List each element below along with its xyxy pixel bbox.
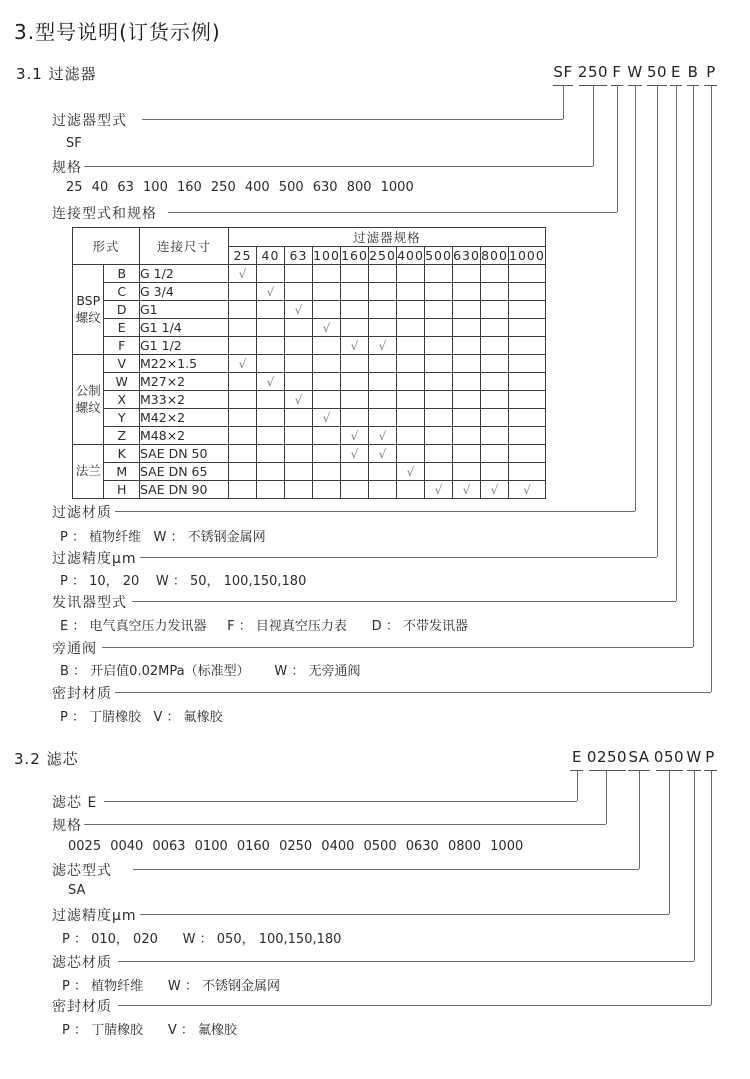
spec-check-cell bbox=[313, 391, 341, 409]
thread-group-label-metric: 公制螺纹 bbox=[73, 355, 104, 445]
connection-code: D bbox=[104, 301, 140, 319]
connection-code: W bbox=[104, 373, 140, 391]
spec-check-cell bbox=[341, 319, 369, 337]
connector-hline bbox=[104, 801, 577, 802]
code2-part-050: 050 bbox=[653, 748, 685, 766]
spec-check-cell bbox=[257, 265, 285, 283]
spec-check-cell bbox=[229, 337, 257, 355]
spec-check-cell bbox=[257, 355, 285, 373]
spec-check-cell: √ bbox=[369, 427, 397, 445]
spec-check-cell bbox=[285, 373, 313, 391]
code1-part-w: W bbox=[627, 63, 643, 81]
connector-vline bbox=[676, 86, 677, 601]
spec-check-cell bbox=[369, 355, 397, 373]
field-label-bypass-valve: 旁通阀 bbox=[52, 641, 97, 657]
connection-code: Y bbox=[104, 409, 140, 427]
connection-size: G1 bbox=[140, 301, 229, 319]
spec-check-cell bbox=[509, 373, 546, 391]
connector-vline bbox=[606, 771, 607, 824]
spec-check-cell bbox=[229, 463, 257, 481]
spec-check-cell: √ bbox=[453, 481, 481, 499]
spec-check-cell bbox=[425, 355, 453, 373]
spec-check-cell bbox=[481, 355, 509, 373]
spec-col: 800 bbox=[481, 248, 508, 263]
code2-part-0250: 0250 bbox=[586, 748, 628, 766]
table-row bbox=[73, 283, 546, 301]
spec-check-cell bbox=[313, 427, 341, 445]
section2-heading: 3.2 滤芯 bbox=[14, 750, 79, 768]
spec-check-cell bbox=[425, 463, 453, 481]
connector-vline bbox=[563, 86, 564, 119]
spec-check-cell bbox=[509, 391, 546, 409]
spec-col: 160 bbox=[341, 248, 368, 263]
connection-size: SAE DN 50 bbox=[140, 445, 229, 463]
field-label-connection: 连接型式和规格 bbox=[52, 206, 157, 222]
spec-check-cell bbox=[341, 409, 369, 427]
spec-check-cell bbox=[453, 283, 481, 301]
connector-vline bbox=[593, 86, 594, 166]
field-value-element-material: P ： 植物纤维 W ： 不锈钢金属网 bbox=[62, 979, 281, 994]
spec-check-cell bbox=[229, 481, 257, 499]
code1-part-50: 50 bbox=[646, 63, 668, 81]
spec-check-cell bbox=[257, 337, 285, 355]
spec-check-cell bbox=[257, 427, 285, 445]
field-label-element-seal: 密封材质 bbox=[52, 999, 112, 1015]
connector-hline bbox=[115, 511, 635, 512]
code1-part-f: F bbox=[612, 63, 622, 81]
spec-col: 630 bbox=[453, 248, 480, 263]
spec-check-cell bbox=[453, 373, 481, 391]
table-row bbox=[73, 301, 546, 319]
spec-check-cell bbox=[341, 283, 369, 301]
code2-tick bbox=[589, 770, 626, 771]
spec-check-cell bbox=[425, 319, 453, 337]
spec-check-cell bbox=[481, 373, 509, 391]
connection-spec-table bbox=[72, 227, 546, 499]
connector-hline bbox=[140, 914, 669, 915]
spec-check-cell: √ bbox=[341, 427, 369, 445]
field-label-element-type: 滤芯型式 bbox=[52, 863, 112, 879]
spec-check-cell bbox=[509, 445, 546, 463]
page-title: 3.型号说明(订货示例) bbox=[14, 20, 221, 44]
connection-code: F bbox=[104, 337, 140, 355]
spec-check-cell bbox=[229, 373, 257, 391]
spec-check-cell: √ bbox=[229, 355, 257, 373]
spec-check-cell bbox=[369, 391, 397, 409]
spec-check-cell bbox=[397, 301, 425, 319]
code2-part-p: P bbox=[705, 748, 715, 766]
connection-code: B bbox=[104, 265, 140, 283]
spec-check-cell bbox=[369, 463, 397, 481]
connector-hline bbox=[140, 557, 657, 558]
spec-check-cell bbox=[453, 337, 481, 355]
field-label-element-material: 滤芯材质 bbox=[52, 955, 112, 971]
spec-check-cell bbox=[257, 301, 285, 319]
table-row bbox=[73, 355, 546, 373]
spec-check-cell bbox=[285, 481, 313, 499]
spec-check-cell bbox=[341, 373, 369, 391]
spec-check-cell bbox=[397, 373, 425, 391]
spec-check-cell bbox=[313, 373, 341, 391]
field-label-seal-material: 密封材质 bbox=[52, 686, 112, 702]
spec-col: 400 bbox=[397, 248, 424, 263]
spec-check-cell bbox=[229, 409, 257, 427]
connection-size: M33×2 bbox=[140, 391, 229, 409]
spec-check-cell bbox=[341, 355, 369, 373]
code2-part-w: W bbox=[686, 748, 702, 766]
header-size: 连接尺寸 bbox=[140, 228, 229, 265]
spec-check-cell bbox=[257, 463, 285, 481]
spec-check-cell bbox=[425, 445, 453, 463]
connector-hline bbox=[168, 212, 617, 213]
spec-check-cell: √ bbox=[285, 301, 313, 319]
code2-part-sa: SA bbox=[628, 748, 650, 766]
field-label-filter-type: 过滤器型式 bbox=[52, 113, 127, 129]
connector-vline bbox=[711, 86, 712, 692]
connection-code: K bbox=[104, 445, 140, 463]
spec-check-cell bbox=[369, 301, 397, 319]
spec-check-cell bbox=[285, 427, 313, 445]
spec-check-cell bbox=[229, 283, 257, 301]
connector-vline bbox=[669, 771, 670, 914]
spec-check-cell bbox=[341, 481, 369, 499]
spec-check-cell: √ bbox=[425, 481, 453, 499]
spec-check-cell bbox=[257, 481, 285, 499]
spec-check-cell bbox=[453, 445, 481, 463]
spec-check-cell bbox=[453, 301, 481, 319]
code2-part-e: E bbox=[572, 748, 582, 766]
spec-check-cell bbox=[341, 301, 369, 319]
spec-check-cell bbox=[453, 463, 481, 481]
spec-check-cell bbox=[425, 283, 453, 301]
spec-check-cell bbox=[509, 427, 546, 445]
connection-code: C bbox=[104, 283, 140, 301]
field-value-filter-type: SF bbox=[66, 136, 82, 151]
connection-code: V bbox=[104, 355, 140, 373]
field-value-element-type: SA bbox=[68, 883, 86, 898]
field-label-filter-material: 过滤材质 bbox=[52, 505, 112, 521]
spec-check-cell bbox=[369, 283, 397, 301]
spec-check-cell bbox=[509, 301, 546, 319]
table-row bbox=[73, 319, 546, 337]
spec-check-cell bbox=[481, 391, 509, 409]
table-row bbox=[73, 427, 546, 445]
spec-check-cell: √ bbox=[397, 463, 425, 481]
connector-vline bbox=[693, 86, 694, 647]
spec-check-cell bbox=[509, 409, 546, 427]
spec-col: 500 bbox=[425, 248, 452, 263]
spec-check-cell bbox=[481, 337, 509, 355]
spec-check-cell bbox=[509, 463, 546, 481]
connector-hline bbox=[84, 824, 606, 825]
spec-check-cell bbox=[257, 391, 285, 409]
spec-check-cell bbox=[257, 409, 285, 427]
spec-check-cell bbox=[453, 391, 481, 409]
table-row bbox=[73, 445, 546, 463]
spec-check-cell bbox=[397, 319, 425, 337]
connection-size: G 1/2 bbox=[140, 265, 229, 283]
spec-check-cell bbox=[425, 265, 453, 283]
table-header-row bbox=[73, 228, 546, 247]
connection-size: G1 1/4 bbox=[140, 319, 229, 337]
spec-check-cell: √ bbox=[341, 337, 369, 355]
spec-check-cell bbox=[397, 265, 425, 283]
connector-hline bbox=[142, 119, 563, 120]
spec-check-cell: √ bbox=[313, 319, 341, 337]
spec-check-cell bbox=[313, 355, 341, 373]
spec-check-cell: √ bbox=[257, 373, 285, 391]
spec-check-cell bbox=[509, 355, 546, 373]
connector-hline bbox=[118, 1005, 711, 1006]
spec-check-cell: √ bbox=[285, 391, 313, 409]
connector-hline bbox=[115, 692, 711, 693]
connector-hline bbox=[133, 869, 639, 870]
field-value-indicator-type: E ： 电气真空压力发讯器 F ： 目视真空压力表 D ： 不带发讯器 bbox=[60, 619, 468, 634]
field-value-element-precision: P ： 010， 020 W ： 050， 100,150,180 bbox=[62, 932, 342, 947]
spec-check-cell bbox=[341, 391, 369, 409]
spec-check-cell bbox=[481, 445, 509, 463]
spec-check-cell bbox=[285, 445, 313, 463]
spec-check-cell bbox=[397, 427, 425, 445]
table-row bbox=[73, 265, 546, 283]
field-value-element-size: 0025 0040 0063 0100 0160 0250 0400 0500 0630 0800 1000 bbox=[68, 839, 524, 854]
spec-check-cell bbox=[313, 481, 341, 499]
spec-check-cell bbox=[453, 409, 481, 427]
connector-vline bbox=[711, 771, 712, 1005]
connection-size: SAE DN 90 bbox=[140, 481, 229, 499]
spec-check-cell: √ bbox=[369, 337, 397, 355]
spec-check-cell bbox=[285, 337, 313, 355]
connector-hline bbox=[102, 647, 693, 648]
spec-check-cell bbox=[509, 265, 546, 283]
spec-check-cell bbox=[313, 265, 341, 283]
thread-group-label-flange: 法兰 bbox=[73, 445, 104, 499]
field-value-bypass-valve: B ： 开启值0.02MPa（标准型） W ： 无旁通阀 bbox=[60, 664, 361, 679]
connection-size: M22×1.5 bbox=[140, 355, 229, 373]
field-value-element-seal: P ： 丁腈橡胶 V ： 氟橡胶 bbox=[62, 1023, 238, 1038]
table-row bbox=[73, 463, 546, 481]
spec-check-cell bbox=[481, 301, 509, 319]
field-label-indicator-type: 发讯器型式 bbox=[52, 595, 127, 611]
connector-vline bbox=[635, 86, 636, 511]
spec-check-cell bbox=[425, 427, 453, 445]
spec-check-cell bbox=[257, 445, 285, 463]
spec-check-cell bbox=[313, 445, 341, 463]
spec-check-cell bbox=[313, 337, 341, 355]
spec-col: 1000 bbox=[509, 248, 545, 263]
spec-check-cell bbox=[369, 319, 397, 337]
connector-vline bbox=[639, 771, 640, 869]
spec-check-cell bbox=[453, 355, 481, 373]
connection-code: H bbox=[104, 481, 140, 499]
header-type: 形式 bbox=[73, 228, 140, 265]
field-label-element-precision: 过滤精度μm bbox=[52, 908, 137, 924]
connection-size: G 3/4 bbox=[140, 283, 229, 301]
code1-part-e: E bbox=[671, 63, 681, 81]
spec-check-cell bbox=[509, 283, 546, 301]
spec-check-cell bbox=[285, 463, 313, 481]
spec-check-cell bbox=[425, 337, 453, 355]
field-label-element: 滤芯 E bbox=[52, 795, 98, 811]
spec-check-cell bbox=[229, 319, 257, 337]
spec-check-cell bbox=[397, 283, 425, 301]
spec-check-cell bbox=[453, 265, 481, 283]
connection-code: M bbox=[104, 463, 140, 481]
spec-col: 25 bbox=[229, 247, 257, 265]
spec-col: 40 bbox=[257, 247, 285, 265]
thread-group-label-bsp: BSP螺纹 bbox=[73, 265, 104, 355]
spec-check-cell bbox=[425, 301, 453, 319]
spec-check-cell bbox=[481, 283, 509, 301]
table-row bbox=[73, 391, 546, 409]
field-value-seal-material: P ： 丁腈橡胶 V ： 氟橡胶 bbox=[60, 710, 223, 725]
spec-check-cell bbox=[341, 265, 369, 283]
spec-check-cell: √ bbox=[509, 481, 546, 499]
spec-check-cell bbox=[481, 463, 509, 481]
spec-check-cell bbox=[229, 445, 257, 463]
connector-hline bbox=[118, 961, 694, 962]
spec-check-cell bbox=[369, 373, 397, 391]
table-row bbox=[73, 409, 546, 427]
field-label-size: 规格 bbox=[52, 160, 82, 176]
table-row bbox=[73, 373, 546, 391]
table-row bbox=[73, 337, 546, 355]
connector-vline bbox=[694, 771, 695, 961]
connector-vline bbox=[617, 86, 618, 212]
spec-check-cell bbox=[397, 445, 425, 463]
connection-size: M27×2 bbox=[140, 373, 229, 391]
field-value-filter-material: P ： 植物纤维 W ： 不锈钢金属网 bbox=[60, 530, 266, 545]
header-spec: 过滤器规格 bbox=[229, 228, 546, 247]
spec-check-cell: √ bbox=[369, 445, 397, 463]
connector-vline bbox=[577, 771, 578, 801]
spec-check-cell bbox=[397, 355, 425, 373]
spec-check-cell: √ bbox=[257, 283, 285, 301]
spec-check-cell bbox=[369, 265, 397, 283]
spec-check-cell bbox=[369, 481, 397, 499]
spec-check-cell: √ bbox=[313, 409, 341, 427]
spec-check-cell: √ bbox=[341, 445, 369, 463]
spec-check-cell bbox=[285, 283, 313, 301]
field-value-size: 25 40 63 100 160 250 400 500 630 800 1000 bbox=[66, 180, 414, 195]
spec-check-cell bbox=[397, 481, 425, 499]
connection-code: Z bbox=[104, 427, 140, 445]
spec-check-cell bbox=[425, 391, 453, 409]
spec-check-cell: √ bbox=[229, 265, 257, 283]
connector-hline bbox=[84, 166, 593, 167]
field-label-filter-precision: 过滤精度μm bbox=[52, 551, 137, 567]
code1-part-250: 250 bbox=[577, 63, 609, 81]
field-value-filter-precision: P ： 10， 20 W ： 50， 100,150,180 bbox=[60, 574, 307, 589]
connection-size: SAE DN 65 bbox=[140, 463, 229, 481]
connection-size: G1 1/2 bbox=[140, 337, 229, 355]
spec-check-cell bbox=[453, 427, 481, 445]
spec-check-cell: √ bbox=[481, 481, 509, 499]
spec-check-cell bbox=[285, 319, 313, 337]
spec-check-cell bbox=[341, 463, 369, 481]
spec-check-cell bbox=[313, 301, 341, 319]
connection-code: X bbox=[104, 391, 140, 409]
spec-check-cell bbox=[229, 301, 257, 319]
code1-part-b: B bbox=[687, 63, 699, 81]
spec-check-cell bbox=[481, 409, 509, 427]
field-label-element-size: 规格 bbox=[52, 818, 82, 834]
spec-check-cell bbox=[229, 391, 257, 409]
code1-part-p: P bbox=[706, 63, 716, 81]
spec-check-cell bbox=[285, 265, 313, 283]
spec-check-cell bbox=[509, 337, 546, 355]
spec-check-cell bbox=[481, 265, 509, 283]
spec-col: 100 bbox=[313, 248, 340, 263]
spec-check-cell bbox=[285, 409, 313, 427]
connection-code: E bbox=[104, 319, 140, 337]
spec-col: 250 bbox=[369, 248, 396, 263]
spec-check-cell bbox=[481, 319, 509, 337]
spec-check-cell bbox=[313, 463, 341, 481]
code1-part-sf: SF bbox=[553, 63, 573, 81]
connection-size: M48×2 bbox=[140, 427, 229, 445]
table-row bbox=[73, 481, 546, 499]
spec-check-cell bbox=[453, 319, 481, 337]
section1-heading: 3.1 过滤器 bbox=[16, 65, 97, 83]
spec-check-cell bbox=[229, 427, 257, 445]
connector-vline bbox=[657, 86, 658, 557]
spec-check-cell bbox=[425, 373, 453, 391]
spec-check-cell bbox=[397, 391, 425, 409]
spec-check-cell bbox=[509, 319, 546, 337]
spec-check-cell bbox=[481, 427, 509, 445]
spec-check-cell bbox=[397, 337, 425, 355]
spec-check-cell bbox=[257, 319, 285, 337]
spec-check-cell bbox=[369, 409, 397, 427]
spec-check-cell bbox=[425, 409, 453, 427]
spec-check-cell bbox=[313, 283, 341, 301]
connector-hline bbox=[132, 601, 676, 602]
spec-check-cell bbox=[397, 409, 425, 427]
spec-check-cell bbox=[285, 355, 313, 373]
spec-col: 63 bbox=[285, 247, 313, 265]
connection-size: M42×2 bbox=[140, 409, 229, 427]
